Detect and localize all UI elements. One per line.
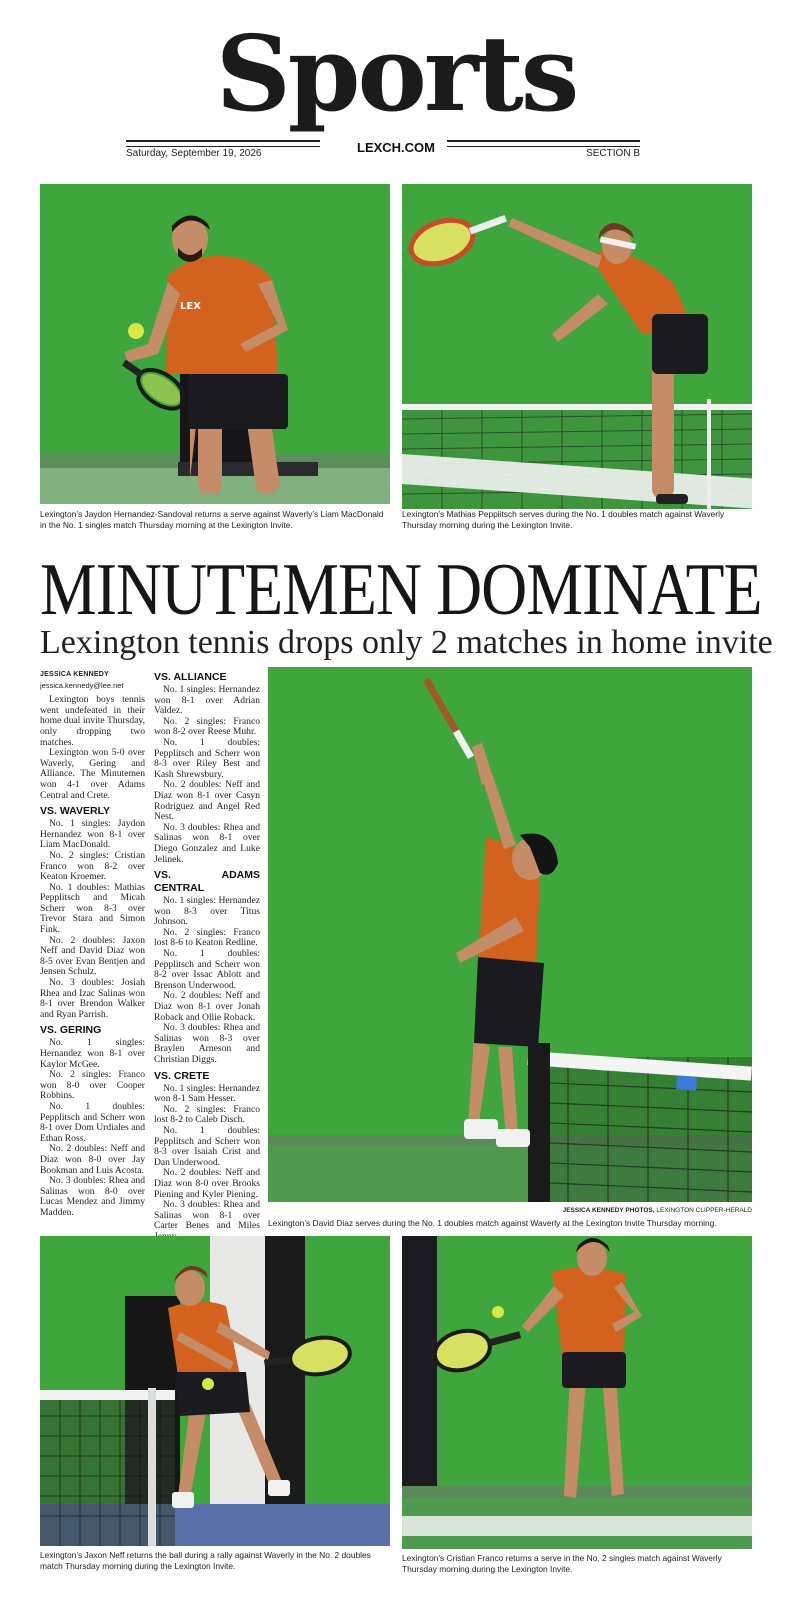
result-paragraph: No. 2 singles: Franco won 8-0 over Cooper Robbins. bbox=[40, 1069, 145, 1102]
result-paragraph: No. 2 doubles: Neff and Diaz won 8-0 over Jay Bookman and Luis Acosta. bbox=[40, 1143, 145, 1176]
intro-paragraph: Lexington boys tennis went undefeated in their home dual invite Thursday, only dropping two matches. bbox=[40, 694, 145, 748]
section-heading: VS. ALLIANCE bbox=[154, 671, 227, 683]
result-paragraph: No. 1 singles: Hernandez won 8-3 over Titus Johnson. bbox=[154, 895, 260, 928]
result-paragraph: No. 2 singles: Franco won 8-2 over Reese Muhr. bbox=[154, 715, 260, 738]
result-paragraph: No. 2 singles: Franco lost 8-6 to Keaton Redline. bbox=[154, 926, 260, 949]
result-paragraph: No. 1 singles: Hernandez won 8-1 over Adrian Valdez. bbox=[154, 684, 260, 717]
result-paragraph: No. 2 singles: Cristian Franco won 8-2 over Keaton Kroemer. bbox=[40, 849, 145, 883]
result-paragraph: No. 1 singles: Jaydon Hernandez won 8-1 over Liam MacDonald. bbox=[40, 818, 145, 851]
byline-name: JESSICA KENNEDY bbox=[40, 671, 109, 678]
caption-bottom-right: Lexington’s Cristian Franco returns a serve in the No. 2 singles match against Waverly Thursday morning during the Lexington Invite. bbox=[402, 1553, 722, 1574]
col1-sections bbox=[40, 805, 145, 1218]
photo-credit-org: LEXINGTON CLIPPER-HERALD bbox=[656, 1207, 752, 1214]
issue-date: Saturday, September 19, 2026 bbox=[126, 148, 262, 159]
photo-hernandez-return bbox=[40, 184, 390, 504]
result-paragraph: No. 3 doubles: Josiah Rhea and Izac Salinas won 8-1 over Brendon Walker and Ryan Parrish. bbox=[40, 977, 145, 1020]
result-paragraph: No. 3 doubles: Rhea and Salinas won 8-1 over Carter Benes and Miles bbox=[154, 1199, 260, 1232]
result-paragraph: No. 2 doubles: Neff and Diaz won 8-1 over Jonah Roback and Ollie Roback. bbox=[154, 990, 260, 1023]
shirt-logo: LEX bbox=[180, 301, 201, 312]
byline-email[interactable]: jessica.kennedy@lee.net bbox=[40, 680, 124, 690]
section-heading: VS. CRETE bbox=[154, 1069, 210, 1082]
site-url[interactable]: LEXCH.COM bbox=[357, 140, 435, 155]
result-paragraph: No. 2 doubles: Neff and Diaz won 8-0 over Brooks Piening and Kyler Piening. bbox=[154, 1167, 260, 1200]
intro-paragraph: Lexington won 5-0 over Waverly, Gering and Alliance. The Minutemen won 4-1 over Adams Central and Crete. bbox=[40, 747, 145, 801]
photo-pepplitsch-serve bbox=[402, 184, 752, 509]
result-paragraph: No. 3 doubles: Rhea and Salinas won 8-1 over Diego Gonzalez and Luke Jelinek. bbox=[154, 821, 260, 865]
caption-top-right: Lexington’s Mathias Pepplitsch serves during the No. 1 doubles match against Waverly Thursday morning during the Lexington Invite. bbox=[402, 509, 725, 530]
result-paragraph: No. 1 doubles: Pepplitsch and Scherr won 8-3 over Isaiah Crist and Dan Underwood. bbox=[154, 1124, 260, 1168]
caption-bottom-left: Lexington’s Jaxon Neff returns the ball during a rally against Waverly in the No. 2 doubles match Thursday morning during the Lexington Invite. bbox=[40, 1550, 371, 1571]
caption-top-left: Lexington’s Jaydon Hernandez-Sandoval returns a serve against Waverly’s Liam MacDonald in the No. 1 singles match Thursday morning at the Lexington Invite. bbox=[40, 509, 384, 530]
result-paragraph: No. 2 singles: Franco lost 8-2 to Caleb Disch. bbox=[154, 1103, 260, 1126]
result-paragraph: No. 3 doubles: Rhea and Salinas won 8-3 over Braylen Arneson and Christian Diggs. bbox=[154, 1022, 260, 1065]
photo-franco-return bbox=[402, 1236, 752, 1549]
article-headline: MINUTEMEN DOMINATE bbox=[40, 549, 762, 631]
section-heading: VS. GERING bbox=[40, 1024, 102, 1037]
photo-credit-name: JESSICA KENNEDY PHOTOS, bbox=[562, 1207, 655, 1214]
result-paragraph: No. 1 doubles: Pepplitsch and Scherr won 8-1 over Dom Urdiales and Ethan Ross. bbox=[40, 1100, 145, 1144]
section-heading: VS. WAVERLY bbox=[40, 805, 111, 818]
section-label: SECTION B bbox=[586, 148, 640, 159]
article-deck: Lexington tennis drops only 2 matches in home invite bbox=[40, 624, 773, 661]
result-paragraph: No. 1 doubles: Pepplitsch and Scherr won 8-3 over Riley Best and Kash Shrewsbury. bbox=[154, 736, 260, 780]
photo-credit bbox=[560, 1207, 752, 1214]
result-paragraph: No. 1 singles: Hernandez won 8-1 Sam Hesser. bbox=[154, 1082, 260, 1105]
result-paragraph: No. 3 doubles: Rhea and Salinas won 8-0 over Lucas Mendez and Jimmy Madden. bbox=[40, 1175, 145, 1218]
result-paragraph: No. 1 doubles: Pepplitsch and Scherr won 8-2 over Issac Ablott and Brenson Underwood. bbox=[154, 948, 260, 991]
result-paragraph: No. 2 doubles: Jaxon Neff and David Diaz won 8-5 over Evan Bentjen and Jensen Schulz. bbox=[40, 934, 145, 978]
result-paragraph: No. 1 doubles: Mathias Pepplitsch and Micah Scherr won 8-3 over Trevor Stara and Simon Fink. bbox=[40, 881, 145, 936]
section-heading: VS. ADAMS CENTRAL bbox=[154, 869, 260, 895]
col2-sections bbox=[154, 671, 260, 1243]
caption-main: Lexington’s David Diaz serves during the No. 1 doubles match against Waverly at the Lexington Invite Thursday morning. bbox=[268, 1218, 717, 1228]
section-masthead: Sports bbox=[215, 12, 577, 135]
photo-diaz-serve bbox=[268, 667, 752, 1202]
photo-neff-return bbox=[40, 1236, 390, 1546]
article-column-2 bbox=[154, 667, 260, 1243]
result-paragraph: No. 2 doubles: Neff and Diaz won 8-1 over Casyn Rodriguez and Angel Red Nest. bbox=[154, 779, 260, 823]
result-paragraph: No. 1 singles: Hernandez won 8-1 over Kaylor McGee. bbox=[40, 1037, 145, 1070]
article-column-1 bbox=[40, 670, 145, 1219]
